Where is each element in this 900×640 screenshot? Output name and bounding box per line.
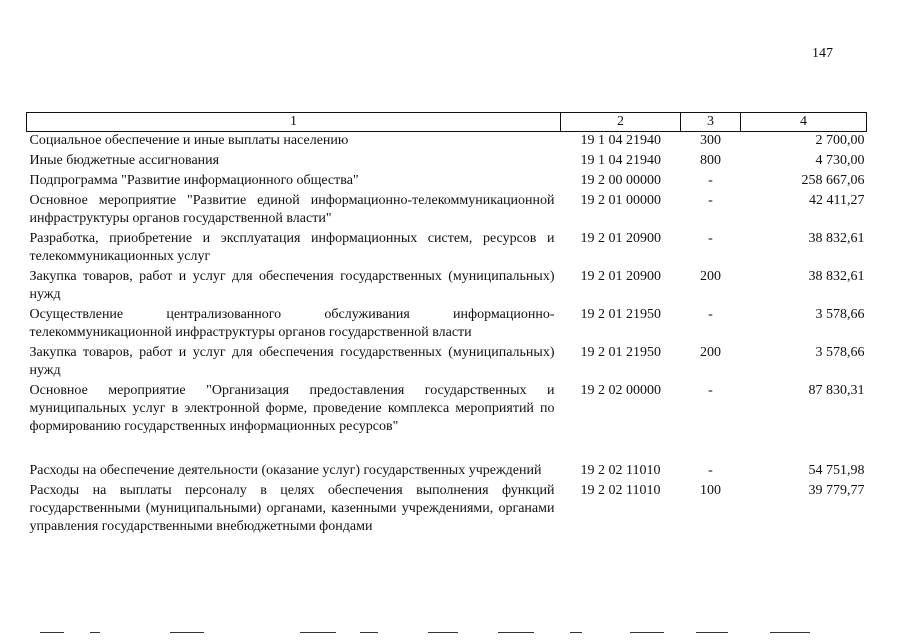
row-code: 19 2 01 21950 (580, 345, 661, 360)
table-row (27, 152, 867, 172)
row-code: 19 2 01 20900 (580, 231, 661, 246)
row-type: - (708, 173, 713, 188)
row-name: Социальное обеспечение и иные выплаты населению (29, 133, 349, 148)
row-type: 200 (700, 269, 721, 284)
row-amount: 3 578,66 (815, 307, 865, 322)
scan-mark (570, 632, 582, 633)
scan-mark (40, 632, 64, 633)
row-amount: 3 578,66 (815, 345, 865, 360)
table-row (27, 344, 867, 382)
row-amount: 4 730,00 (815, 153, 865, 168)
row-type: - (708, 307, 713, 322)
row-type: 800 (700, 153, 721, 168)
scan-mark (170, 632, 204, 633)
column-header-1: 1 (27, 113, 561, 132)
table-row (27, 192, 867, 230)
table-row (27, 268, 867, 306)
row-amount: 38 832,61 (808, 269, 865, 284)
scan-mark (498, 632, 534, 633)
row-name: Основное мероприятие "Организация предоставления государственных и муниципальных услуг в электронной форме, проведение комплекса мероприятий по формированию государственных информационных ресурсов" (29, 383, 555, 434)
row-amount: 39 779,77 (808, 483, 865, 498)
row-code: 19 1 04 21940 (580, 153, 661, 168)
row-name: Расходы на обеспечение деятельности (оказание услуг) государственных учреждений (29, 463, 542, 478)
table-row (27, 382, 867, 438)
table-row (27, 172, 867, 192)
row-name: Основное мероприятие "Развитие единой информационно-телекоммуникационной инфраструктуры органов государственной власти" (29, 193, 555, 226)
row-name: Закупка товаров, работ и услуг для обеспечения государственных (муниципальных) нужд (29, 345, 555, 378)
column-header-2: 2 (561, 113, 681, 132)
row-name: Иные бюджетные ассигнования (29, 153, 220, 168)
row-code: 19 1 04 21940 (580, 133, 661, 148)
column-header-3: 3 (681, 113, 741, 132)
row-amount: 87 830,31 (808, 383, 865, 398)
row-code: 19 2 02 11010 (580, 463, 661, 478)
row-amount: 2 700,00 (815, 133, 865, 148)
row-type: - (708, 231, 713, 246)
row-amount: 54 751,98 (808, 463, 865, 478)
row-code: 19 2 01 00000 (580, 193, 661, 208)
row-amount: 258 667,06 (801, 173, 865, 188)
scan-mark (770, 632, 810, 633)
column-header-4: 4 (741, 113, 867, 132)
table-header-row (27, 113, 867, 132)
row-code: 19 2 00 00000 (580, 173, 661, 188)
scan-mark (630, 632, 664, 633)
table-row (27, 230, 867, 268)
row-type: - (708, 383, 713, 398)
row-type: - (708, 463, 713, 478)
row-code: 19 2 02 11010 (580, 483, 661, 498)
scan-mark (360, 632, 378, 633)
row-amount: 38 832,61 (808, 231, 865, 246)
row-amount: 42 411,27 (809, 193, 865, 208)
table-row (27, 306, 867, 344)
scan-mark (696, 632, 728, 633)
row-name: Подпрограмма "Развитие информационного общества" (29, 173, 359, 188)
row-type: 200 (700, 345, 721, 360)
page-number: 147 (812, 46, 833, 61)
row-name: Осуществление централизованного обслуживания информационно-телекоммуникационной инфраструктуры органов государственной власти (29, 307, 555, 340)
row-code: 19 2 02 00000 (580, 383, 661, 398)
row-type: - (708, 193, 713, 208)
spacer-cell (27, 438, 867, 462)
table-row (27, 482, 867, 538)
scan-mark (90, 632, 100, 633)
budget-table (26, 112, 867, 538)
row-name: Закупка товаров, работ и услуг для обеспечения государственных (муниципальных) нужд (29, 269, 555, 302)
row-type: 300 (700, 133, 721, 148)
row-code: 19 2 01 20900 (580, 269, 661, 284)
scan-mark (300, 632, 336, 633)
scan-mark (428, 632, 458, 633)
row-name: Расходы на выплаты персоналу в целях обеспечения выполнения функций государственными (муниципальными) органами, казенными учреждениями, органами управления государственными внебюджетными фондами (29, 483, 555, 534)
table-row (27, 462, 867, 482)
cut-off-next-line (30, 626, 820, 640)
row-name: Разработка, приобретение и эксплуатация информационных систем, ресурсов и телекоммуникационных услуг (29, 231, 555, 264)
row-type: 100 (700, 483, 721, 498)
spacer-row (27, 438, 867, 462)
row-code: 19 2 01 21950 (580, 307, 661, 322)
table-row (27, 132, 867, 153)
